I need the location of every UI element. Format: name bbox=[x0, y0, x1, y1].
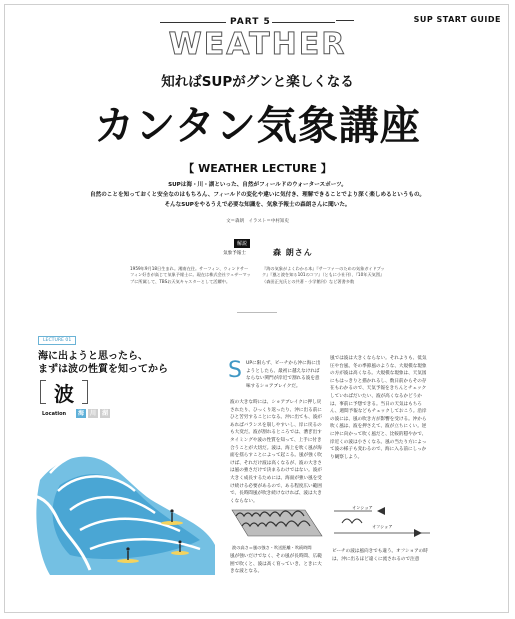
section-title bbox=[38, 350, 168, 376]
column-2-body: 風では波は大きくならない。それよりも、低気圧や台風、冬の季節風のような、大規模な現象の方が波は高くなる。大規模な現象は、天気図にもはっきりと描かれるし、数日前からその存在もわかるので、天気予報をきちんとチェックしていればだいたい、波が高くなるかどうかは、事前に予想できる。当日の天気はもちろん、週間予報などもチェックしておこう。沿岸の波には、風の吹き方が影響を受ける。沖から吹く風は、波を押さえて、波が立ちにくい。逆に沖に向かって吹く風だと、比較的穏やかで、岸近くの波は小さくなる。風の当たり方によって波の様子も変わるので、海に入る前にしっかり観察しよう。 bbox=[330, 356, 427, 460]
drop-cap: S bbox=[228, 358, 242, 383]
figure-2-text: ビーチの波は風向きでも違う。オフショアの時は、沖に出るほど遠くに流されるので注意 bbox=[332, 549, 428, 562]
part-rule-right bbox=[272, 22, 335, 23]
intro-line: そんなSUPをやるうえで必要な知識を、気象予報士の森朗さんに聞いた。 bbox=[164, 202, 351, 208]
expert-bio bbox=[130, 266, 385, 296]
location-river: 川 bbox=[89, 410, 96, 417]
onshore-offshore-figure bbox=[332, 503, 432, 543]
intro-text bbox=[40, 180, 475, 210]
figure-1-caption: 波の高さ＝風の強さ・吹送距離・吹続時間 bbox=[232, 545, 312, 550]
intro-line: SUPは海・川・湖といった、自然がフィールドのウォータースポーツ。 bbox=[168, 182, 347, 188]
lecture-number-tag: LECTURE 01 bbox=[38, 336, 76, 345]
guide-rule bbox=[336, 20, 354, 21]
column-1-lead: UPに限らず、ビーチから沖に海に出ようとしたら、最初に越えなければならない関門が岸近で割れる波を意味するショアブレイクだ。 bbox=[246, 361, 321, 389]
location-label: Location bbox=[42, 411, 67, 417]
location-lake: 湖 bbox=[101, 410, 108, 417]
part-rule-left bbox=[160, 22, 226, 23]
page-title: カンタン気象講座 bbox=[94, 103, 421, 149]
topic-kanji bbox=[40, 378, 88, 407]
figure-2-label-b: オフショア bbox=[372, 524, 393, 529]
expert-bio-left: 1959年9月18日生まれ。湘南在住。サーフィン、ウィンドサーフィン好きが高じて気象予報士に。現在は株式会社ウェザーマップに所属して、TBSお天気キャスターとして活躍中。 bbox=[130, 266, 251, 284]
topic-kanji-text: 波 bbox=[54, 382, 74, 406]
wave-growth-figure bbox=[230, 500, 325, 542]
wave-illustration bbox=[30, 425, 220, 575]
divider bbox=[237, 312, 277, 313]
section-word: WEATHER bbox=[168, 27, 347, 62]
section-title-line: 海に出ようと思ったら、 bbox=[38, 351, 148, 362]
expert-name: 森 朗さん bbox=[273, 248, 313, 257]
credit-line: 文＝森朗 イラスト＝中村知史 bbox=[226, 219, 289, 224]
lecture-label: 【 WEATHER LECTURE 】 bbox=[183, 162, 332, 175]
guide-label: SUP START GUIDE bbox=[413, 15, 501, 24]
section-title-line: まずは波の性質を知ってから bbox=[38, 364, 168, 375]
page-subtitle: 知ればSUPがグンと楽しくなる bbox=[161, 74, 354, 90]
expert-role: 気象予報士 bbox=[223, 251, 246, 256]
figure-2-label-a: オンショア bbox=[352, 505, 373, 510]
figure-1-text: 風が強いだけでなく、その風が長時間、広範囲で吹くと、波は高く育っていき、ときに大きな波となる。 bbox=[230, 554, 322, 575]
intro-line: 自然のことを知っておくと安全なのはもちろん、フィールドの変化や違いに気付き、理解できることでより深く楽しめるというもの。 bbox=[90, 192, 425, 198]
part-label: PART 5 bbox=[230, 17, 271, 27]
column-1-body: 波の大きな時には、ショアブレイクに押し戻されたり、ひっくり返ったり、沖に出る前にひと苦労することになる。沖に出ても、波があればバランスを崩しやすいし、岸に戻るのも大変だ。波が割れるところでは、漕ぎ出すタイミングや波の性質を知って、上手に付き合うことが大切だ。波は、海上を吹く風が海面を揺らすことによって起こる。風が強く吹けば、それだけ波は高くなるが、波の大きさは風の強さだけで決まるわけではない。波が大きく成長するためには、海面が強い風を受け続ける必要があるので、ある程度広い範囲で、長時間風が吹き続けなければ、波は大きくならない。 bbox=[230, 400, 322, 504]
expert-bio-right: 『海の気象がよくわかる本』『サーファーのための気象ガイドブック』『風と波を知る101のコツ』（ともに小社刊）、『10年天気図』（森田正光氏との共著・小学館刊）など著書多数 bbox=[262, 266, 385, 284]
location-sea: 海 bbox=[77, 410, 84, 417]
expert-tag: 解説 bbox=[234, 239, 250, 248]
